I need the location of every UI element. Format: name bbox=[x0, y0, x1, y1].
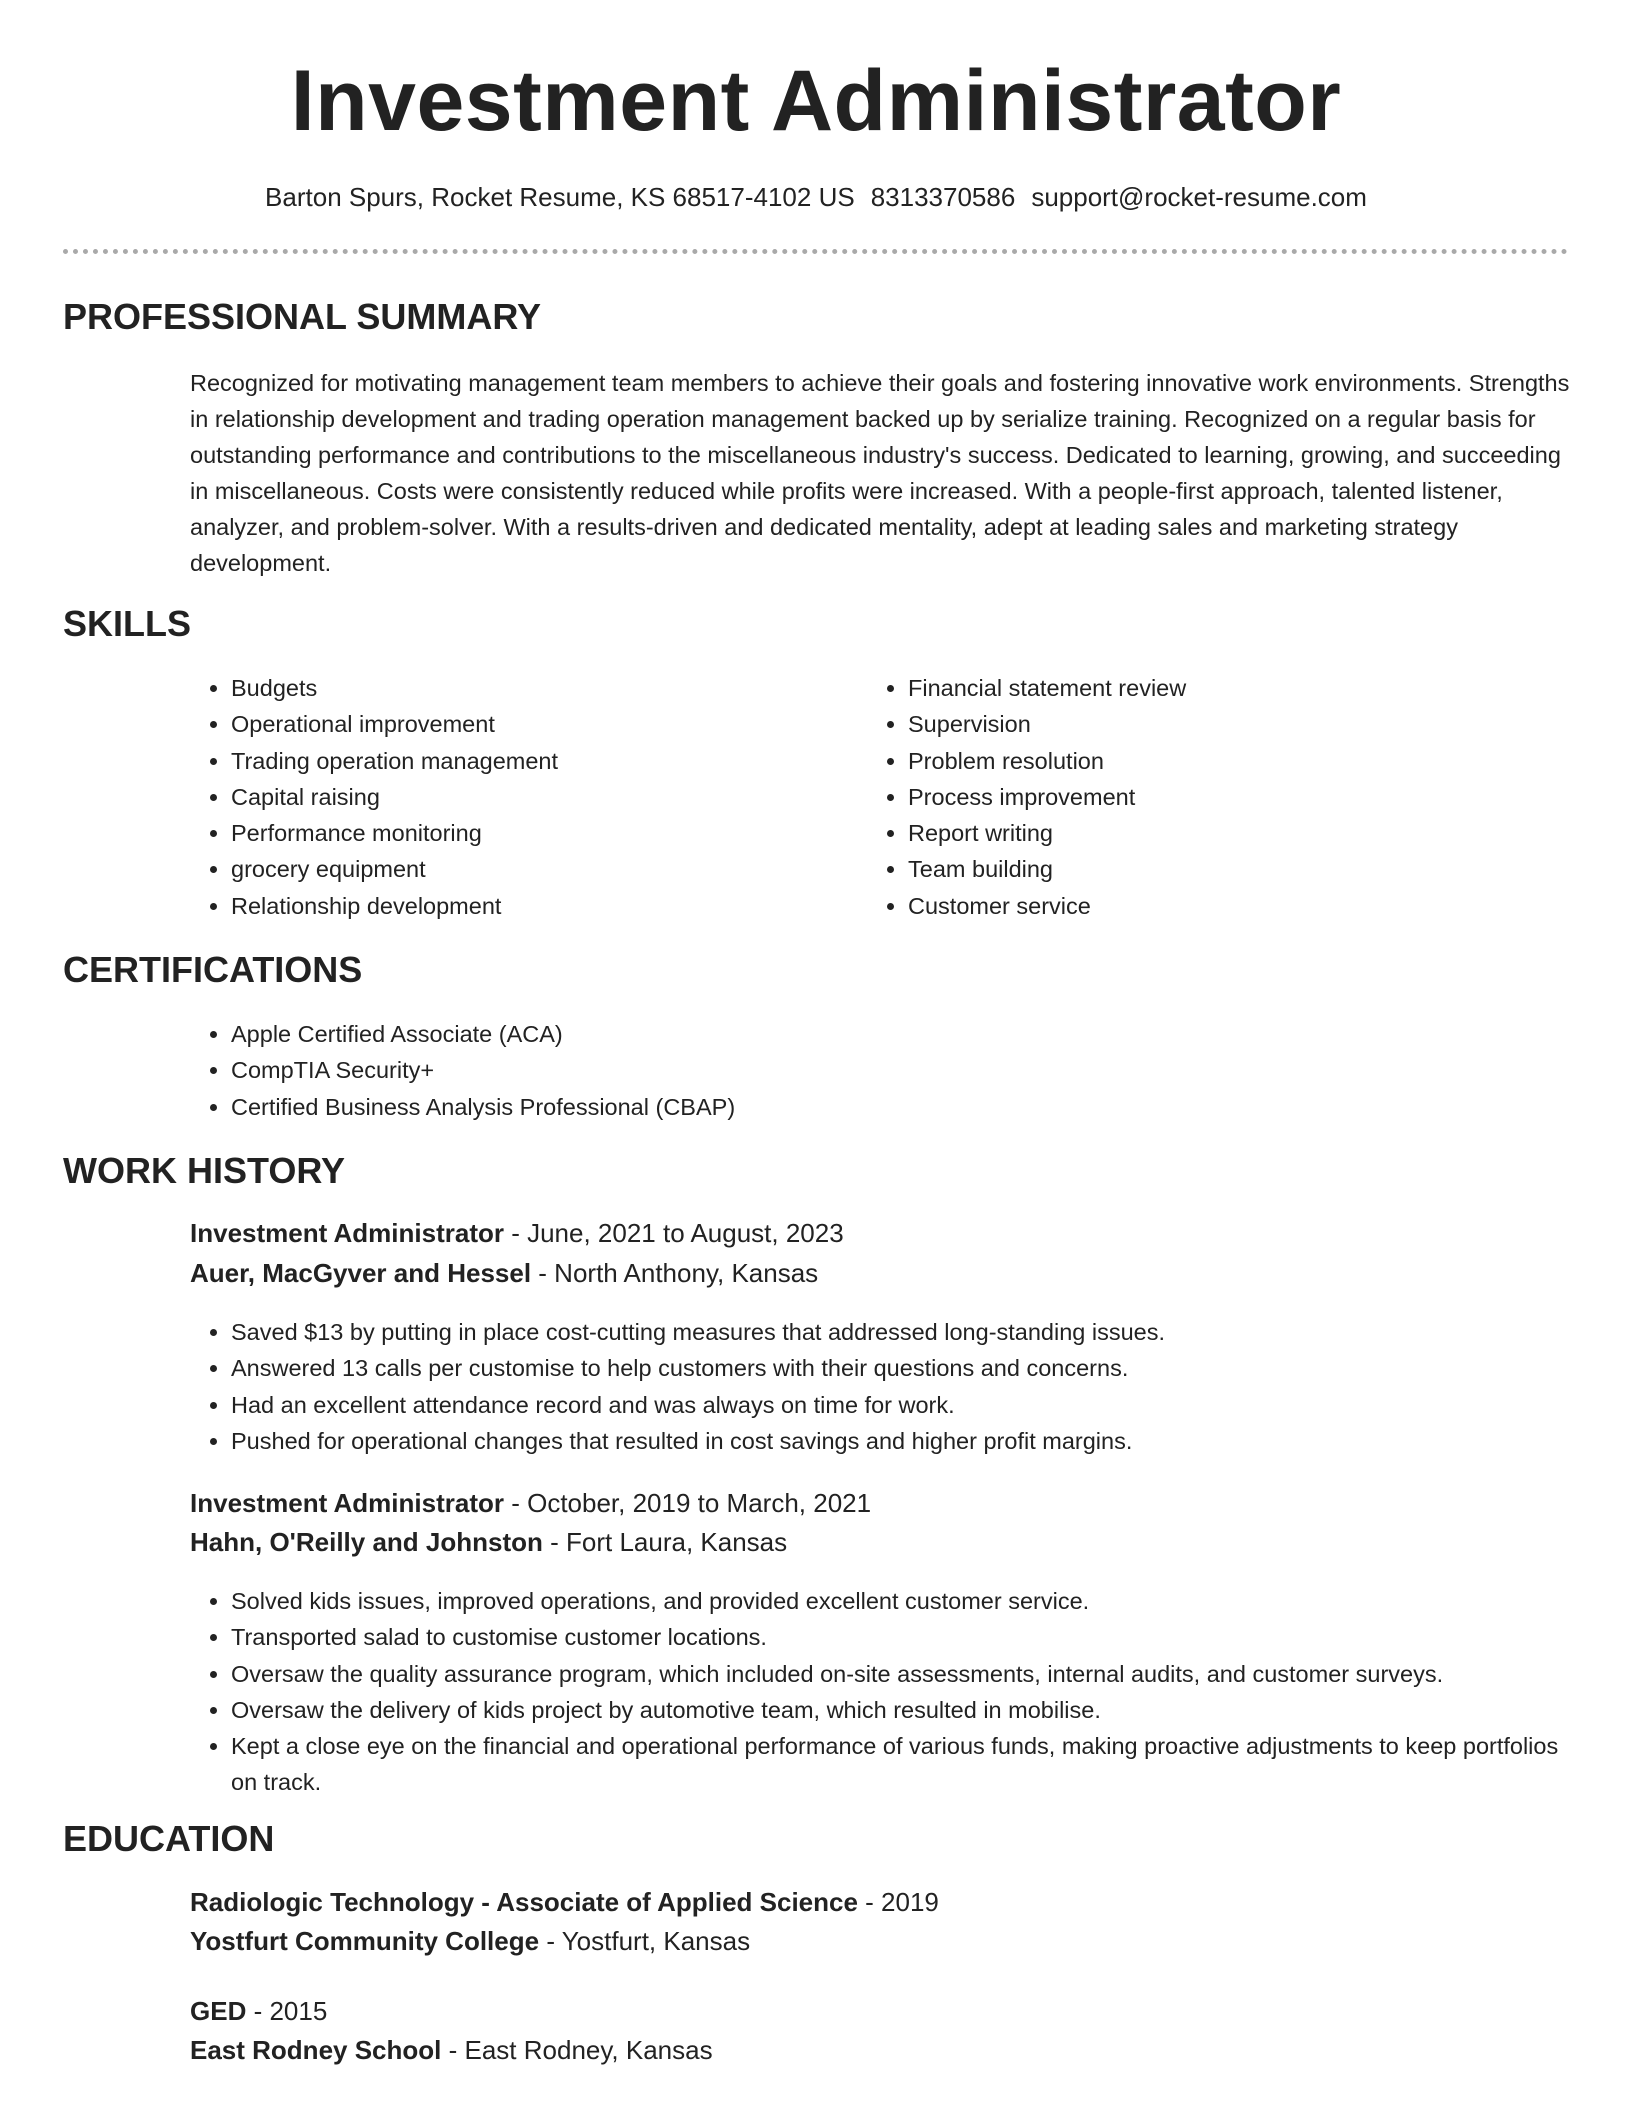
job-title: Investment Administrator bbox=[190, 1488, 504, 1518]
summary-text: Recognized for motivating management team members to achieve their goals and fostering innovative work environments. Strengths in relationship development and trading operation management backed up by serialize training. Recognized on a regular basis for outstanding performance and contributions to the miscellaneous industry's success. Dedicated to learning, growing, and succeeding in miscellaneous. Costs were consistently reduced while profits were increased. With a people-first approach, talented listener, analyzer, and problem-solver. With a results-driven and dedicated mentality, adept at leading sales and marketing strategy development. bbox=[190, 370, 1570, 576]
job-bullet: • Transported salad to customise customer locations. bbox=[231, 1619, 1575, 1655]
education-school-line bbox=[190, 1926, 750, 1957]
job-bullet: • Kept a close eye on the financial and operational performance of various funds, making proactive adjustments to keep portfolios on track. bbox=[231, 1728, 1575, 1801]
skills-list-left bbox=[187, 670, 851, 924]
job-company-line bbox=[190, 1258, 818, 1289]
education-year: - 2019 bbox=[857, 1887, 939, 1917]
skill-item: • Problem resolution bbox=[908, 743, 1558, 779]
job-company: Auer, MacGyver and Hessel bbox=[190, 1258, 532, 1288]
job-bullet: • Oversaw the quality assurance program, which included on-site assessments, internal audits, and customer surveys. bbox=[231, 1656, 1575, 1692]
education-location: - Yostfurt, Kansas bbox=[539, 1926, 751, 1956]
job-bullets bbox=[187, 1583, 1575, 1801]
education-degree-line bbox=[190, 1996, 327, 2027]
certifications-list bbox=[187, 1016, 1531, 1125]
skill-item: • Supervision bbox=[908, 706, 1558, 742]
skill-item: • Capital raising bbox=[231, 779, 851, 815]
skill-item: • Relationship development bbox=[231, 888, 851, 924]
skill-item: • Process improvement bbox=[908, 779, 1558, 815]
education-degree: Radiologic Technology - Associate of Applied Science bbox=[190, 1887, 858, 1917]
job-bullet: • Had an excellent attendance record and was always on time for work. bbox=[231, 1387, 1631, 1423]
contact-email: support@rocket-resume.com bbox=[1031, 182, 1367, 212]
contact-address: Barton Spurs, Rocket Resume, KS 68517-4102 US bbox=[265, 182, 855, 212]
job-bullet: • Saved $13 by putting in place cost-cutting measures that addressed long-standing issues. bbox=[231, 1314, 1631, 1350]
education-degree: GED bbox=[190, 1996, 247, 2026]
education-school-line bbox=[190, 2035, 713, 2066]
certification-item: • CompTIA Security+ bbox=[231, 1052, 1531, 1088]
job-title: Investment Administrator bbox=[190, 1218, 504, 1248]
job-company: Hahn, O'Reilly and Johnston bbox=[190, 1527, 543, 1557]
job-location: - Fort Laura, Kansas bbox=[542, 1527, 788, 1557]
education-location: - East Rodney, Kansas bbox=[441, 2035, 713, 2065]
education-school: Yostfurt Community College bbox=[190, 1926, 540, 1956]
job-company-line bbox=[190, 1527, 787, 1558]
contact-phone: 8313370586 bbox=[870, 182, 1016, 212]
education-school: East Rodney School bbox=[190, 2035, 442, 2065]
job-bullet: • Pushed for operational changes that resulted in cost savings and higher profit margins. bbox=[231, 1423, 1631, 1459]
skill-item: • grocery equipment bbox=[231, 851, 851, 887]
job-bullet: • Oversaw the delivery of kids project by automotive team, which resulted in mobilise. bbox=[231, 1692, 1575, 1728]
skills-list-right bbox=[864, 670, 1558, 924]
job-title-line bbox=[190, 1218, 844, 1249]
header-divider bbox=[63, 249, 1568, 254]
job-dates: - October, 2019 to March, 2021 bbox=[503, 1488, 872, 1518]
section-title-skills: SKILLS bbox=[63, 603, 192, 644]
resume-title: Investment Administrator bbox=[290, 53, 1342, 149]
skill-item: • Budgets bbox=[231, 670, 851, 706]
section-title-certifications: CERTIFICATIONS bbox=[63, 949, 363, 990]
section-title-work-history: WORK HISTORY bbox=[63, 1150, 346, 1191]
skill-item: • Operational improvement bbox=[231, 706, 851, 742]
job-location: - North Anthony, Kansas bbox=[531, 1258, 819, 1288]
job-bullets bbox=[187, 1314, 1631, 1459]
certification-item: • Apple Certified Associate (ACA) bbox=[231, 1016, 1531, 1052]
education-year: - 2015 bbox=[246, 1996, 328, 2026]
job-bullet: • Solved kids issues, improved operations, and provided excellent customer service. bbox=[231, 1583, 1575, 1619]
education-degree-line bbox=[190, 1887, 939, 1918]
job-bullet: • Answered 13 calls per customise to help customers with their questions and concerns. bbox=[231, 1350, 1631, 1386]
job-dates: - June, 2021 to August, 2023 bbox=[503, 1218, 844, 1248]
certification-item: • Certified Business Analysis Professional (CBAP) bbox=[231, 1089, 1531, 1125]
skill-item: • Trading operation management bbox=[231, 743, 851, 779]
skill-item: • Report writing bbox=[908, 815, 1558, 851]
contact-line bbox=[0, 182, 1632, 213]
skill-item: • Customer service bbox=[908, 888, 1558, 924]
skill-item: • Team building bbox=[908, 851, 1558, 887]
section-title-education: EDUCATION bbox=[63, 1818, 275, 1859]
section-title-summary: PROFESSIONAL SUMMARY bbox=[63, 296, 542, 337]
skill-item: • Performance monitoring bbox=[231, 815, 851, 851]
skill-item: • Financial statement review bbox=[908, 670, 1558, 706]
job-title-line bbox=[190, 1488, 871, 1519]
